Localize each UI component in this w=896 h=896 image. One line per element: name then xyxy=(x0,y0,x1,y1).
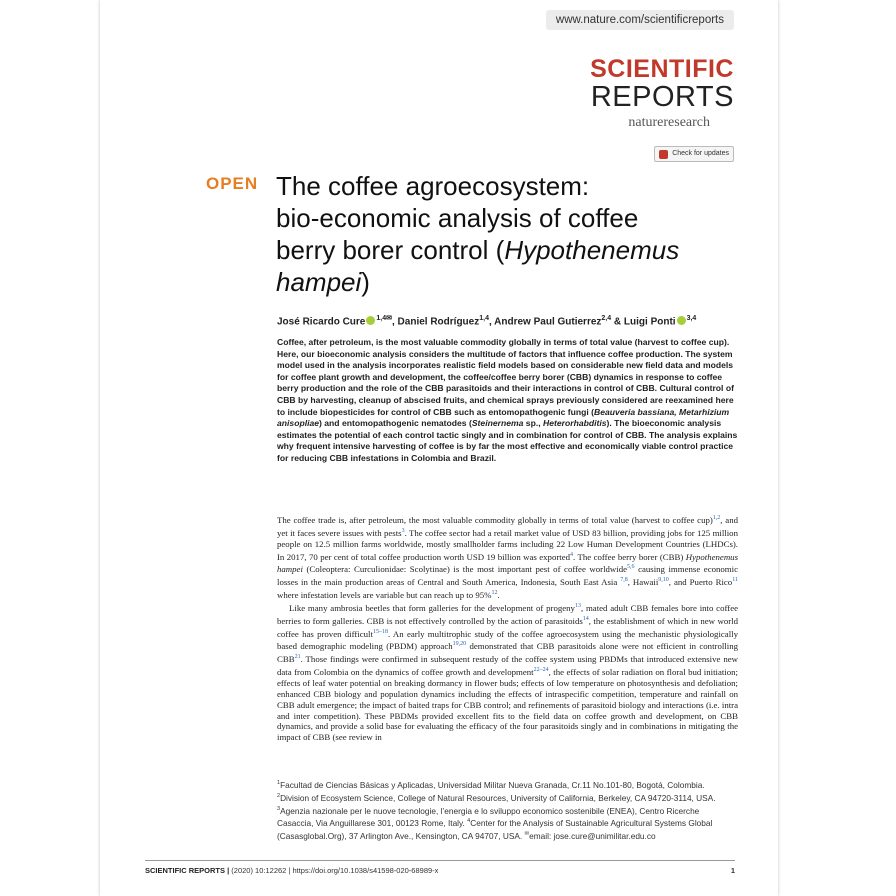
affil-text: Facultad de Ciencias Básicas y Aplicadas, Universidad Militar Nueva Granada, Cr.11 No.101-80, Bogotá, Colombia. xyxy=(280,779,705,790)
body-text: . The coffee berry borer (CBB) xyxy=(573,551,686,562)
article-body xyxy=(277,513,738,743)
check-for-updates-button[interactable] xyxy=(654,146,734,162)
body-text: . Those findings were confirmed in subsequent restudy of the coffee system using PBDMs that introduced extensive new data from Colombia on the dynamics of coffee growth and development xyxy=(277,654,738,677)
check-for-updates-label: Check for updates xyxy=(672,150,729,157)
abstract-italic: Beauveria bassiana, Metarhizium anisopliae xyxy=(277,406,730,429)
title-line-3: berry borer control ( xyxy=(276,235,505,265)
open-access-label: OPEN xyxy=(206,174,259,193)
author-affil: 1,4 xyxy=(479,315,489,322)
body-text: where infestation levels are variable but can reach up to 95% xyxy=(277,589,492,600)
logo-scientific: SCIENTIFIC xyxy=(590,55,734,83)
abstract-text: Coffee, after petroleum, is the most valuable commodity globally in terms of total value (harvest to coffee cup). Here, our bioeconomic analysis considers the multitude of factors that influence coffee production. The system model used in the analysis incorporates realistic field models based on considerable new field data and models for coffee plant growth and development, the coffee/coffee berry borer (CBB) dynamics in response to coffee berry production and the role of the CBB parasitoids and their interactions in control of CBB. Cultural control of CBB by harvesting, cleanup of abscised fruits, and chemical sprays previously considered are reexamined here to include biopesticides for control of CBB such as entomopathogenic fungi ( xyxy=(277,337,734,417)
author-affil: 1,4✉ xyxy=(376,315,392,322)
footer-volume: (2020) 10:12262 xyxy=(231,866,287,875)
article-title xyxy=(276,170,736,298)
body-text: causing immense economic losses in the main production areas of Central and South America, Indonesia, South East Asia xyxy=(277,564,738,588)
author-name[interactable]: Luigi Ponti xyxy=(623,316,676,328)
body-text: , mated adult CBB females bore into coffee berries to form galleries. CBB is not effectively controlled by the action of parasitoids xyxy=(277,602,738,626)
body-paragraph-2 xyxy=(277,601,738,743)
citation-ref[interactable]: 1,2 xyxy=(712,515,721,521)
affil-text: Agenzia nazionale per le nuove tecnologie, l’energia e lo sviluppo economico sostenibile (ENEA), Centro Ricerche Casaccia, Via Anguillarese 301, 00123 Rome, Italy. xyxy=(277,805,700,829)
citation-ref[interactable]: 14 xyxy=(582,615,589,622)
logo-natureresearch: natureresearch xyxy=(628,115,710,130)
footer-doi[interactable]: | https://doi.org/10.1038/s41598-020-68989-x xyxy=(288,866,439,875)
abstract-text: ) and entomopathogenic nematodes ( xyxy=(319,418,472,429)
citation-ref[interactable]: 19,20 xyxy=(452,641,467,648)
author-name[interactable]: Andrew Paul Gutierrez xyxy=(494,316,602,328)
page-footer xyxy=(145,866,735,875)
body-text: , and Puerto Rico xyxy=(668,577,733,588)
footer-journal: SCIENTIFIC REPORTS | xyxy=(145,866,230,875)
body-text: (Coleoptera: Curculionidae: Scolytinae) is the most important pest of coffee worldwide xyxy=(302,564,628,575)
affiliations xyxy=(277,778,738,842)
author-separator: , xyxy=(391,316,398,328)
orcid-icon[interactable] xyxy=(366,316,375,325)
title-line-1: The coffee agroecosystem: xyxy=(276,171,590,201)
body-italic: Hypothenemus hampei xyxy=(277,551,738,575)
journal-url[interactable]: www.nature.com/scientificreports xyxy=(546,10,734,30)
body-text: The coffee trade is, after petroleum, the most valuable commodity globally in terms of total value (harvest to coffee cup) xyxy=(277,514,713,525)
citation-ref[interactable]: 3 xyxy=(401,527,405,534)
body-text: demonstrated that CBB parasitoids alone were not efficient in controlling CBB xyxy=(277,641,738,665)
corresponding-email[interactable]: email: jose.cure@unimilitar.edu.co xyxy=(529,830,656,841)
abstract-italic: Steinernema xyxy=(471,418,524,429)
article-page xyxy=(100,0,778,896)
author-affil: 3,4 xyxy=(686,315,697,322)
citation-ref[interactable]: 13 xyxy=(574,602,581,609)
email-icon: ✉ xyxy=(524,831,530,838)
citation-ref[interactable]: 21 xyxy=(294,654,301,661)
citation-ref[interactable]: 4 xyxy=(570,551,574,558)
citation-ref[interactable]: 7,8 xyxy=(620,577,628,584)
affil-marker: 1 xyxy=(277,780,281,786)
body-text: , Hawaii xyxy=(627,577,659,588)
author-ampersand: & xyxy=(611,316,624,328)
body-text: . An early multitrophic study of the coffee agroecosystem using the mechanistic physiologically based demographic modeling (PBDM) approach xyxy=(277,628,738,652)
body-text: . The coffee sector had a retail market value of USD 83 billion, providing jobs for 125 million people on 12.5 million farms worldwide, mostly smallholder farms including 22 Low Human Development Countries (LHDCs). In 2017, 70 per cent of total coffee production worth USD 19 billion was exported xyxy=(277,527,738,562)
body-text: , the effects of solar radiation on floral bud initiation; effects of leaf water potential on breaking dormancy in flower buds; effects of low temperature on photosynthesis and defoliation; enhanced CBB biology and population dynamics including the effects of intraspecific competition, temperature and rainfall on CBB adult emergence; the impact of baited traps for CBB control; and refinements of parasitoid biology and interactions (i.e. intra and inter competition). These PBDMs provided excellent fits to the field data on coffee growth and development, on CBB dynamics, and provide a solid base for evaluating the efficacy of the four parasitoids singly and in combinations in mitigating the impact of CBB (see review in xyxy=(277,666,739,743)
abstract xyxy=(277,337,738,465)
affil-text: Center for the Analysis of Sustainable Agricultural Systems Global (Casasglobal.Org), 37 Arlington Ave., Kensington, CA 94707, USA. xyxy=(277,818,713,841)
crossmark-icon xyxy=(659,150,668,159)
abstract-text: sp., xyxy=(523,418,544,429)
affil-marker: 3 xyxy=(277,805,281,812)
abstract-italic: Heterorhabditis xyxy=(543,418,607,429)
title-close-paren: ) xyxy=(361,267,370,297)
author-name[interactable]: Daniel Rodríguez xyxy=(397,316,480,328)
logo-reports: REPORTS xyxy=(590,81,734,113)
affil-marker: 2 xyxy=(277,792,281,799)
title-species-genus: Hypothenemus xyxy=(504,235,680,265)
body-paragraph-1 xyxy=(277,513,738,601)
citation-ref[interactable]: 9,10 xyxy=(658,577,669,584)
author-separator: , xyxy=(488,316,495,328)
orcid-icon[interactable] xyxy=(677,316,686,325)
page-number: 1 xyxy=(730,866,735,875)
title-line-2: bio-economic analysis of coffee xyxy=(276,203,639,233)
citation-ref[interactable]: 5,6 xyxy=(627,564,635,571)
author-affil: 2,4 xyxy=(601,315,612,322)
citation-ref[interactable]: 15–18 xyxy=(372,628,388,635)
footer-divider xyxy=(145,860,735,861)
affil-marker: 4 xyxy=(467,818,471,825)
author-list xyxy=(277,314,747,327)
body-text: . xyxy=(497,589,500,600)
body-text: , and yet it faces severe issues with pests xyxy=(277,514,738,538)
body-text: , the establishment of which in new world coffee has proven difficult xyxy=(277,615,738,639)
title-species-epithet: hampei xyxy=(276,267,362,297)
citation-ref[interactable]: 22–24 xyxy=(533,667,549,674)
citation-ref[interactable]: 12 xyxy=(491,590,498,597)
affil-text: Division of Ecosystem Science, College of Natural Resources, University of California, Berkeley, CA 94720-3114, USA. xyxy=(280,792,716,803)
abstract-text: ). The bioeconomic analysis estimates the potential of each control tactic singly and in combination for control of CBB. The analysis explains why frequent intensive harvesting of coffee is by far the most effective and economically viable control practice for reducing CBB infestations in Colombia and Brazil. xyxy=(277,418,738,463)
journal-logo xyxy=(590,56,734,131)
body-text: Like many ambrosia beetles that form galleries for the development of progeny xyxy=(289,602,575,613)
citation-ref[interactable]: 11 xyxy=(732,577,738,584)
author-name[interactable]: José Ricardo Cure xyxy=(277,316,366,328)
